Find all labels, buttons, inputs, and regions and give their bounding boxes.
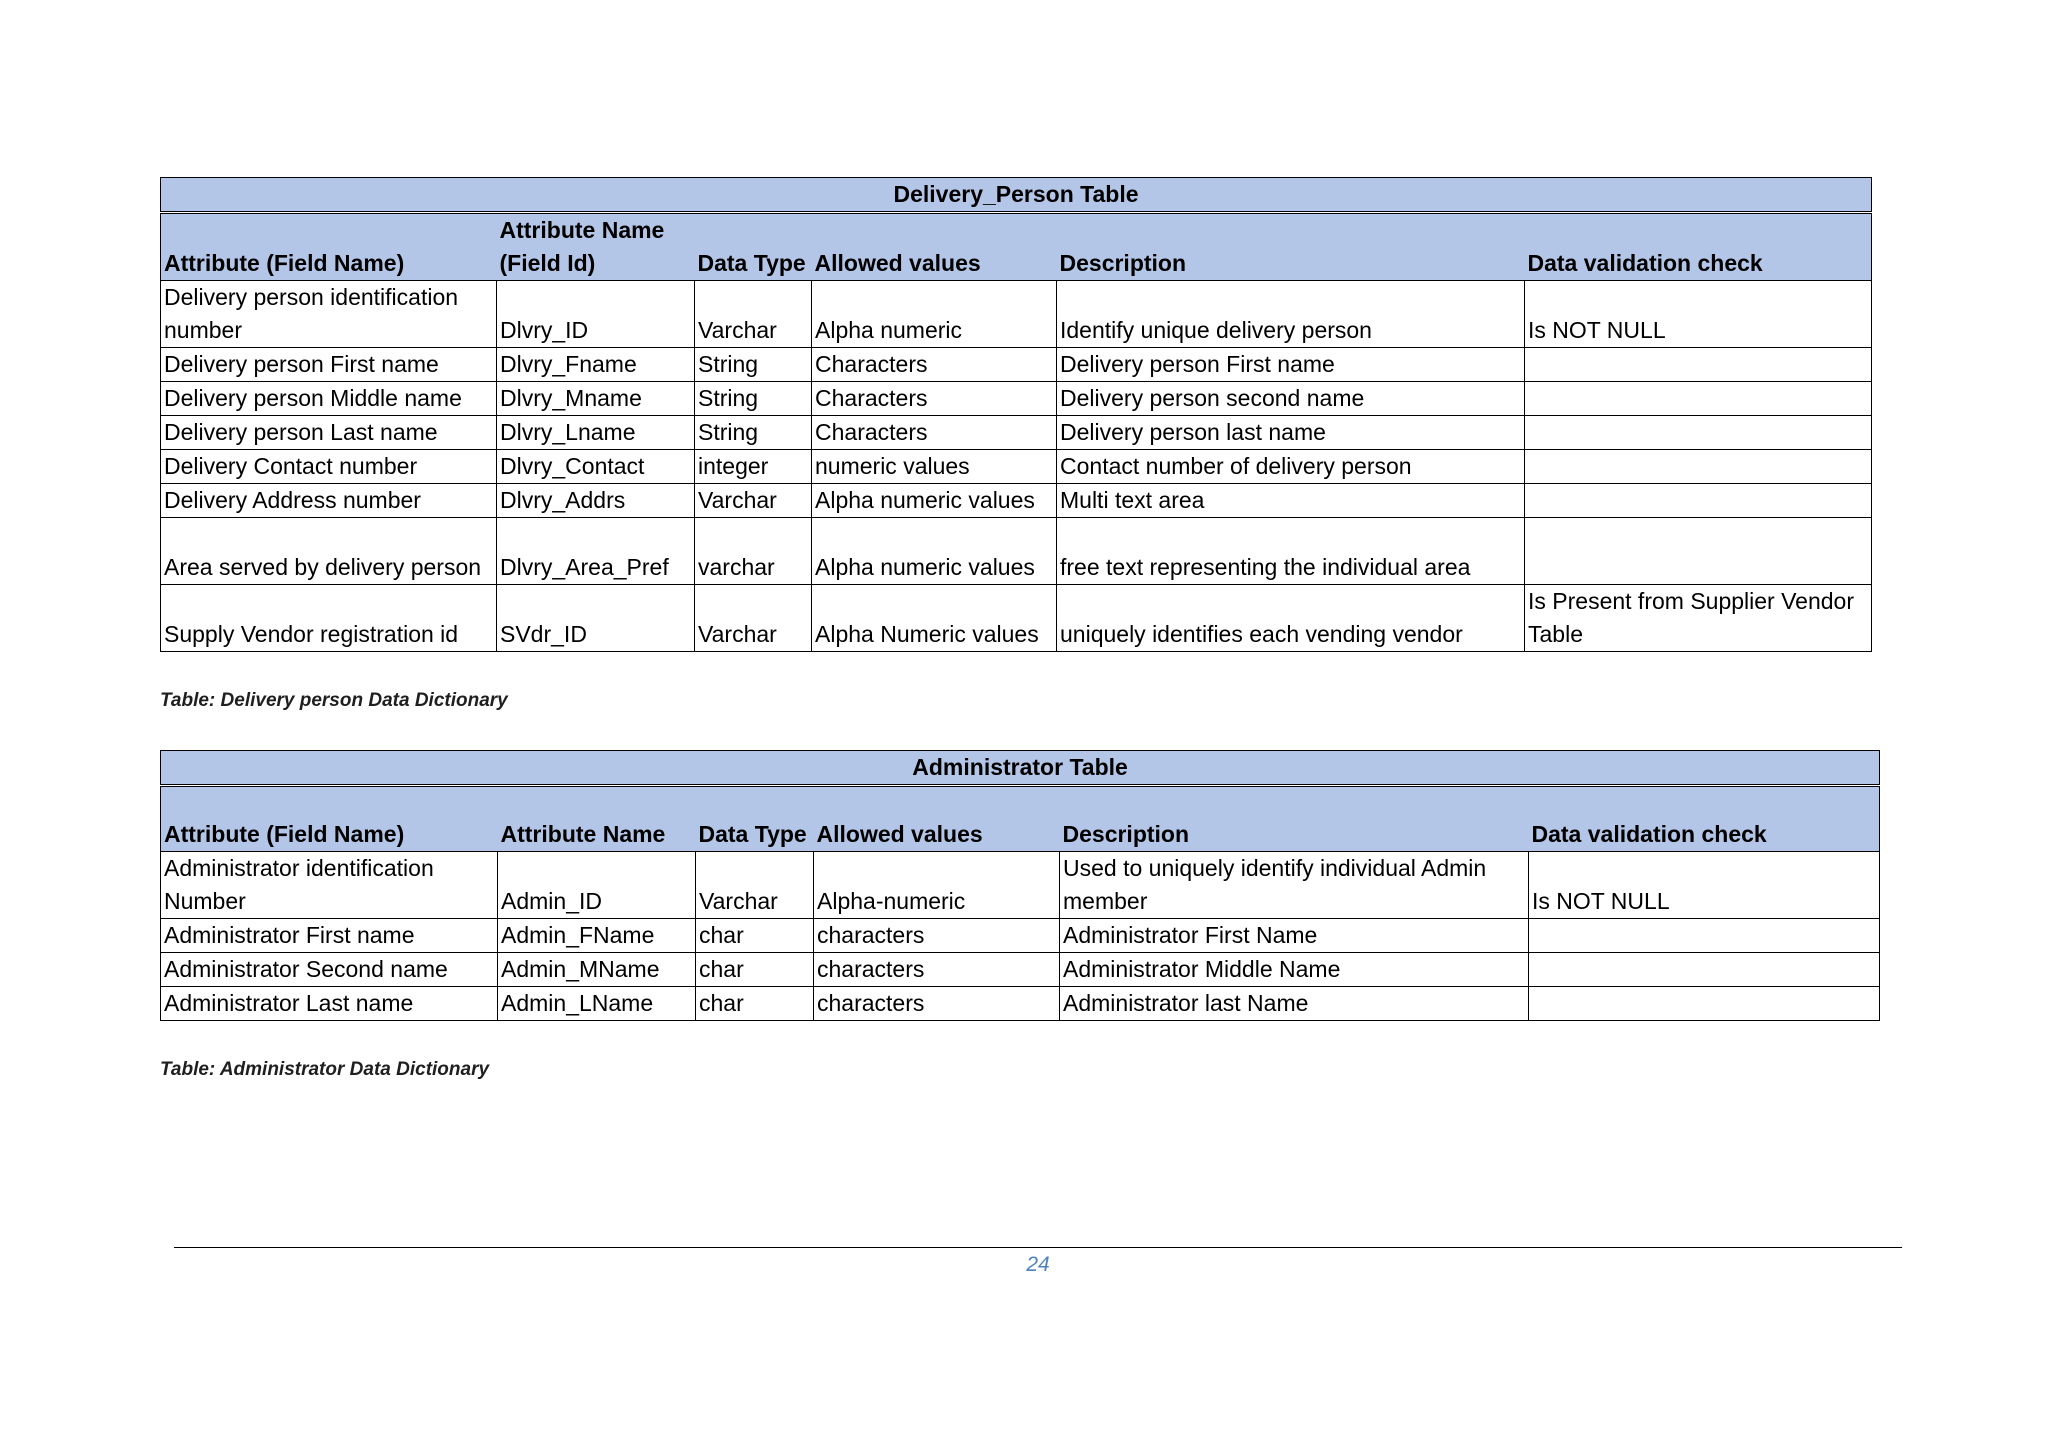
table-cell: Delivery person Middle name: [161, 382, 497, 416]
table-cell: Dlvry_Area_Pref: [497, 518, 695, 585]
table-caption: Table: Administrator Data Dictionary: [160, 1059, 490, 1080]
table-cell: Varchar: [696, 852, 814, 919]
table-caption: Table: Delivery person Data Dictionary: [160, 690, 508, 711]
table-cell: char: [696, 953, 814, 987]
table-cell: uniquely identifies each vending vendor: [1057, 585, 1525, 652]
table-cell: Admin_MName: [498, 953, 696, 987]
table-cell: Is NOT NULL: [1529, 852, 1880, 919]
footer-divider: [174, 1247, 1902, 1248]
table-cell: Admin_ID: [498, 852, 696, 919]
table-row: [161, 484, 1872, 518]
table-cell: Dlvry_Addrs: [497, 484, 695, 518]
table-cell: Administrator identification Number: [161, 852, 498, 919]
table-cell: Alpha Numeric values: [812, 585, 1057, 652]
table-cell: Dlvry_Fname: [497, 348, 695, 382]
table-cell: Varchar: [695, 484, 812, 518]
column-header: Attribute (Field Name): [161, 786, 498, 852]
table-cell: Characters: [812, 382, 1057, 416]
table-cell: Alpha numeric values: [812, 518, 1057, 585]
table-cell: Dlvry_ID: [497, 281, 695, 348]
table-cell: String: [695, 416, 812, 450]
table-cell: Characters: [812, 348, 1057, 382]
column-header: Allowed values: [814, 786, 1060, 852]
table-row: [161, 348, 1872, 382]
table-cell: Administrator Middle Name: [1060, 953, 1529, 987]
column-header: Data Type: [696, 786, 814, 852]
table-cell: Delivery Contact number: [161, 450, 497, 484]
table-row: [161, 518, 1872, 585]
table-cell: Delivery Address number: [161, 484, 497, 518]
table-cell: Alpha-numeric: [814, 852, 1060, 919]
table-cell: [1529, 987, 1880, 1021]
table-cell: SVdr_ID: [497, 585, 695, 652]
table-cell: characters: [814, 987, 1060, 1021]
table-cell: Supply Vendor registration id: [161, 585, 497, 652]
table-cell: [1525, 484, 1872, 518]
table-cell: Administrator Last name: [161, 987, 498, 1021]
table-cell: characters: [814, 953, 1060, 987]
table-title: Administrator Table: [161, 751, 1880, 786]
table-cell: Delivery person last name: [1057, 416, 1525, 450]
table-cell: [1529, 953, 1880, 987]
column-header: Description: [1060, 786, 1529, 852]
table-cell: Delivery person Last name: [161, 416, 497, 450]
administrator-table: [160, 750, 1880, 1021]
table-cell: char: [696, 987, 814, 1021]
table-row: [161, 382, 1872, 416]
table-cell: Delivery person First name: [1057, 348, 1525, 382]
table-row: [161, 852, 1880, 919]
column-header: Data validation check: [1529, 786, 1880, 852]
table-row: [161, 585, 1872, 652]
table-cell: Administrator Second name: [161, 953, 498, 987]
table-cell: Delivery person second name: [1057, 382, 1525, 416]
table-cell: Admin_LName: [498, 987, 696, 1021]
table-cell: Administrator last Name: [1060, 987, 1529, 1021]
table-cell: [1525, 518, 1872, 585]
column-header: Description: [1057, 213, 1525, 281]
table-cell: Administrator First Name: [1060, 919, 1529, 953]
table-cell: varchar: [695, 518, 812, 585]
delivery-person-table: [160, 177, 1872, 652]
table-cell: Dlvry_Mname: [497, 382, 695, 416]
table-cell: Dlvry_Contact: [497, 450, 695, 484]
table-cell: String: [695, 348, 812, 382]
table-cell: Is Present from Supplier Vendor Table: [1525, 585, 1872, 652]
table-cell: Dlvry_Lname: [497, 416, 695, 450]
table-title: Delivery_Person Table: [161, 178, 1872, 213]
table-cell: Alpha numeric values: [812, 484, 1057, 518]
table-cell: Varchar: [695, 281, 812, 348]
table-cell: Identify unique delivery person: [1057, 281, 1525, 348]
column-header: Attribute Name (Field Id): [497, 213, 695, 281]
table-cell: [1529, 919, 1880, 953]
table-cell: Delivery person First name: [161, 348, 497, 382]
table-cell: Delivery person identification number: [161, 281, 497, 348]
table-cell: characters: [814, 919, 1060, 953]
table-cell: Multi text area: [1057, 484, 1525, 518]
table-cell: Area served by delivery person: [161, 518, 497, 585]
table-cell: free text representing the individual area: [1057, 518, 1525, 585]
table-cell: [1525, 416, 1872, 450]
table-cell: Administrator First name: [161, 919, 498, 953]
table-row: [161, 953, 1880, 987]
table-cell: Alpha numeric: [812, 281, 1057, 348]
table-cell: String: [695, 382, 812, 416]
table-cell: char: [696, 919, 814, 953]
column-header: Attribute Name: [498, 786, 696, 852]
table-cell: Varchar: [695, 585, 812, 652]
table-cell: integer: [695, 450, 812, 484]
column-header: Data validation check: [1525, 213, 1872, 281]
table-cell: Admin_FName: [498, 919, 696, 953]
table-row: [161, 919, 1880, 953]
table-cell: numeric values: [812, 450, 1057, 484]
table-cell: [1525, 450, 1872, 484]
table-row: [161, 450, 1872, 484]
column-header: Allowed values: [812, 213, 1057, 281]
column-header: Attribute (Field Name): [161, 213, 497, 281]
page-number: 24: [1026, 1253, 1050, 1276]
table-cell: [1525, 348, 1872, 382]
table-cell: Used to uniquely identify individual Admin member: [1060, 852, 1529, 919]
table-row: [161, 281, 1872, 348]
table-cell: Is NOT NULL: [1525, 281, 1872, 348]
table-row: [161, 987, 1880, 1021]
table-row: [161, 416, 1872, 450]
table-cell: [1525, 382, 1872, 416]
table-cell: Characters: [812, 416, 1057, 450]
table-cell: Contact number of delivery person: [1057, 450, 1525, 484]
column-header: Data Type: [695, 213, 812, 281]
